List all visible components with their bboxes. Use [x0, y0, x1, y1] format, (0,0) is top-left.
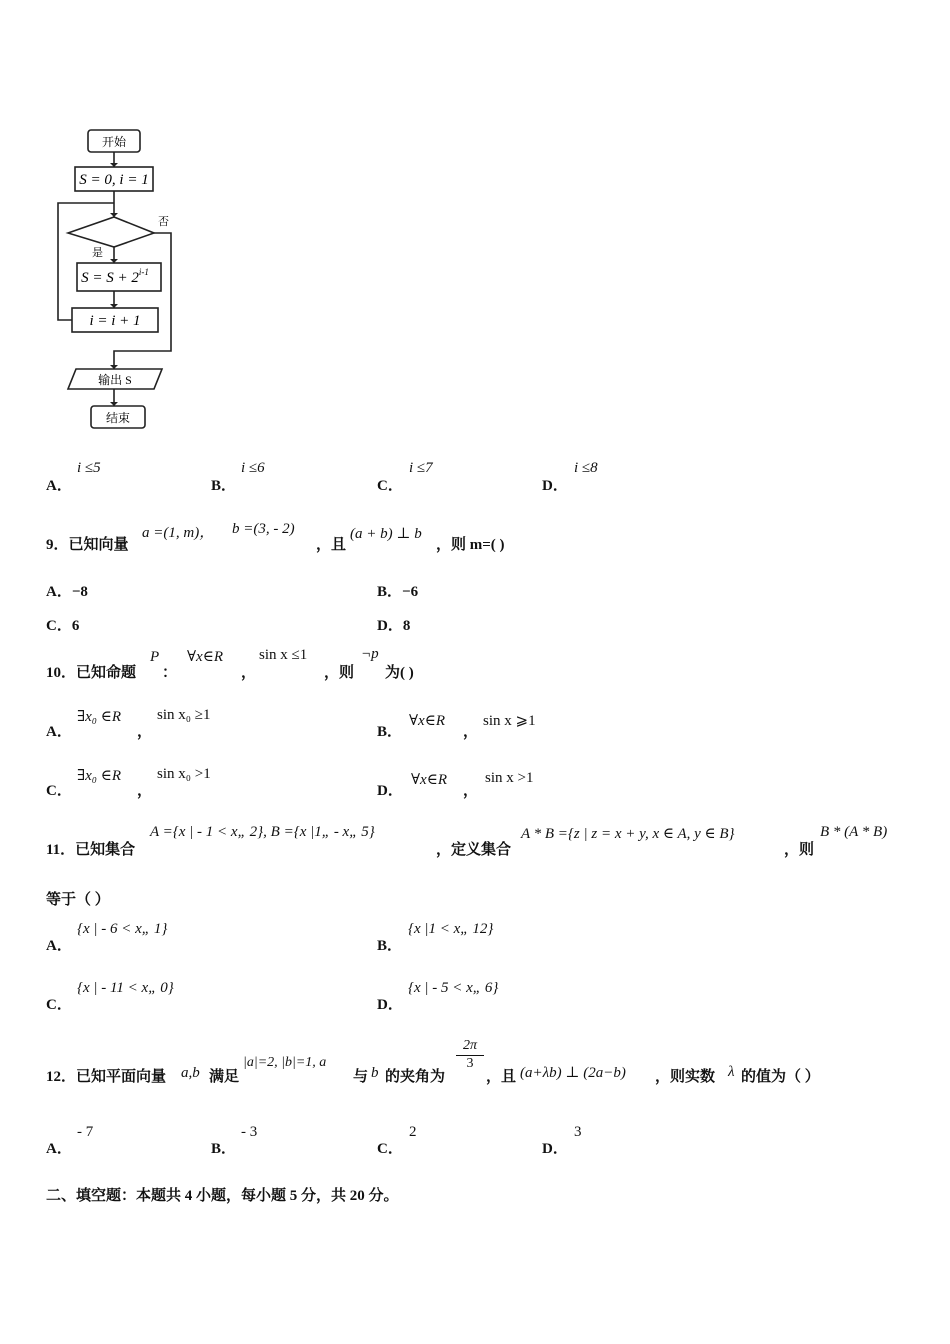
q8-option-d-text: i ≤8	[574, 460, 598, 476]
q10-option-d-comma: ，	[463, 783, 479, 799]
q9-option-c: C．6	[46, 618, 80, 634]
q12-fraction-numerator: 2π	[456, 1038, 484, 1056]
q10-stem-prefix: 10．已知命题	[46, 665, 137, 681]
q8-option-c-text: i ≤7	[409, 460, 433, 476]
q9-option-b: B．−6	[377, 584, 419, 600]
q12-with: 与	[353, 1069, 369, 1085]
q8-option-a-text: i ≤5	[77, 460, 101, 476]
q9-mid: ，且	[316, 537, 347, 553]
flowchart-output-text: 输出 S	[98, 373, 132, 387]
q8-option-d-label: D．	[542, 478, 568, 494]
q11-define: ，定义集合	[436, 842, 512, 858]
q9-condition: (a + b) ⊥ b	[350, 526, 422, 542]
q9-vector-a: a =(1, m)，	[142, 525, 215, 541]
q8-option-b-text: i ≤6	[241, 460, 265, 476]
q10-option-d-part1: ∀x∈R	[411, 772, 447, 788]
q10-then: ，则	[324, 665, 355, 681]
q12-satisfy: 满足	[209, 1069, 240, 1085]
q12-option-b-label: B．	[211, 1141, 237, 1157]
q10-option-a-label: A．	[46, 724, 72, 740]
q10-option-c-comma: ，	[137, 783, 153, 799]
q10-option-b-part2: sin x ⩾1	[483, 713, 536, 729]
q11-then: ，则	[784, 842, 815, 858]
q11-operation: A * B ={z | z = x + y, x ∈ A, y ∈ B}	[521, 826, 735, 842]
q11-stem-prefix: 11．已知集合	[46, 842, 136, 858]
q12-option-d-label: D．	[542, 1141, 568, 1157]
q12-fraction-denominator: 3	[466, 1056, 474, 1071]
q9-option-a: A．−8	[46, 584, 88, 600]
q10-option-c-part2: sin x₀ >1	[157, 766, 211, 782]
q12-option-d-text: 3	[574, 1124, 582, 1140]
flowchart	[50, 125, 185, 435]
q9-tail: ，则 m=( )	[436, 537, 505, 553]
q11-option-c-text: {x | - 11 < x„ 0}	[77, 980, 174, 996]
q10-option-b-part1: ∀x∈R	[409, 713, 445, 729]
q10-option-d-part2: sin x >1	[485, 770, 534, 786]
flowchart-incr-text: i = i + 1	[89, 313, 141, 329]
section-2-heading: 二、填空题：本题共 4 小题，每小题 5 分，共 20 分。	[46, 1188, 399, 1204]
q12-ab: a,b	[181, 1065, 200, 1081]
q8-option-c-label: C．	[377, 478, 403, 494]
flowchart-no-label: 否	[158, 216, 169, 228]
q11-option-b-text: {x |1 < x„ 12}	[408, 921, 494, 937]
q10-option-a-comma: ，	[137, 724, 153, 740]
flowchart-decision	[68, 217, 154, 247]
q11-line2: 等于（ ）	[46, 892, 110, 908]
q12-fraction	[456, 1038, 484, 1072]
q10-comma: ，	[241, 665, 257, 681]
q12-option-b-text: - 3	[241, 1124, 258, 1140]
q11-option-d-text: {x | - 5 < x„ 6}	[408, 980, 499, 996]
q11-option-a-label: A．	[46, 938, 72, 954]
q12-moduli: |a|=2, |b|=1, a	[243, 1055, 327, 1070]
q8-option-a-label: A．	[46, 478, 72, 494]
q11-sets: A ={x | - 1 < x„ 2}, B ={x |1„ - x„ 5}	[150, 824, 375, 840]
q10-option-a-part1: ∃x₀ ∈R	[77, 709, 122, 725]
q10-option-d-label: D．	[377, 783, 403, 799]
q10-p: P	[150, 649, 160, 665]
q12-condition: (a+λb) ⊥ (2a−b)	[520, 1065, 626, 1081]
q12-option-c-label: C．	[377, 1141, 403, 1157]
q11-target: B * (A * B)	[820, 824, 888, 840]
q11-option-b-label: B．	[377, 938, 403, 954]
q9-vector-b: b =(3, - 2)	[232, 521, 295, 537]
q12-b: b	[371, 1065, 379, 1081]
q10-colon: ：	[162, 665, 178, 681]
q10-option-b-comma: ，	[463, 724, 479, 740]
q10-option-c-label: C．	[46, 783, 72, 799]
q12-tail: ，则实数	[655, 1069, 716, 1085]
flowchart-yes-label: 是	[92, 247, 103, 259]
flowchart-body-text: $S = S + 2^{i-1}$	[81, 267, 149, 286]
q11-option-d-label: D．	[377, 997, 403, 1013]
q12-lambda: λ	[728, 1064, 735, 1080]
q11-option-c-label: C．	[46, 997, 72, 1013]
q11-option-a-text: {x | - 6 < x„ 1}	[77, 921, 168, 937]
flowchart-init-text: S = 0, i = 1	[79, 172, 149, 188]
q10-option-b-label: B．	[377, 724, 403, 740]
q10-option-a-part2: sin x₀ ≥1	[157, 707, 211, 723]
flowchart-start-text: 开始	[101, 135, 127, 149]
q10-sin: sin x ≤1	[259, 647, 308, 663]
q10-option-c-part1: ∃x₀ ∈R	[77, 768, 122, 784]
q9-stem-prefix: 9．已知向量	[46, 537, 129, 553]
q12-option-a-text: - 7	[77, 1124, 94, 1140]
q12-option-a-label: A．	[46, 1141, 72, 1157]
q12-tail2: 的值为（ ）	[741, 1069, 820, 1085]
q10-notp: ¬p	[361, 646, 379, 662]
q12-stem-prefix: 12．已知平面向量	[46, 1069, 167, 1085]
flowchart-end-text: 结束	[105, 411, 131, 425]
q10-tail: 为( )	[385, 665, 414, 681]
q12-option-c-text: 2	[409, 1124, 417, 1140]
q12-angle-text: 的夹角为	[385, 1069, 446, 1085]
q12-and: ，且	[486, 1069, 517, 1085]
q10-forall: ∀x∈R	[187, 649, 223, 665]
q8-option-b-label: B．	[211, 478, 237, 494]
q9-option-d: D．8	[377, 618, 411, 634]
